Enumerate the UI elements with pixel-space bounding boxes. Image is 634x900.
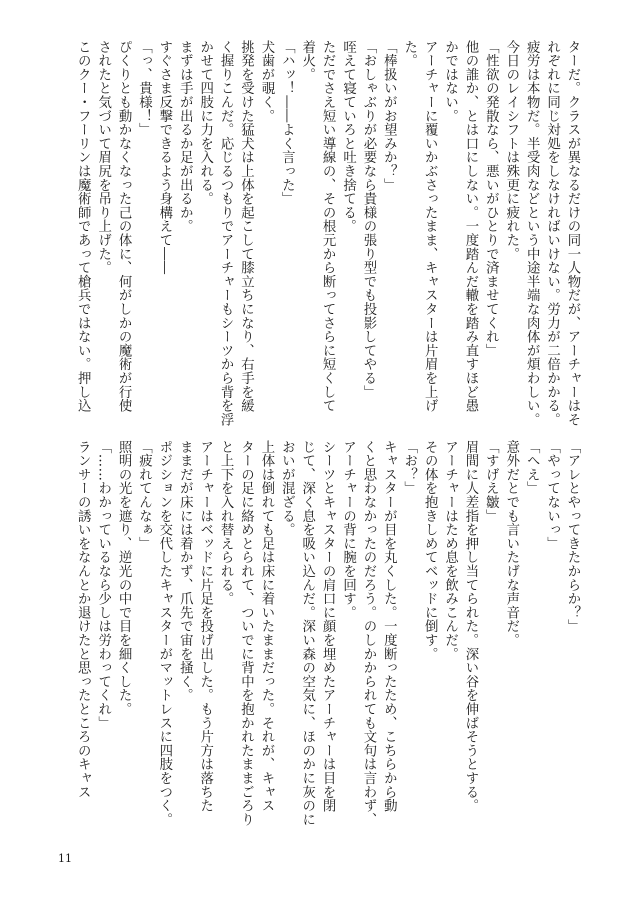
text-line: まずは手が出るか足が出るか。 (177, 40, 193, 234)
text-line: 「疲れてんなぁ」 (136, 440, 152, 551)
text-line: キャスターが目を丸くした。一度断ったため、こちらから動 (381, 440, 397, 813)
text-line: くと思わなかったのだろう。のしかかられても文句は言わず、 (360, 440, 376, 827)
text-line: かせて四肢に力を入れる。 (197, 40, 213, 206)
text-line: このクー・フーリンは魔術師であって槍兵ではない。押し込 (75, 40, 91, 413)
text-line: 「おしゃぶりが必要なら貴様の張り型でも投影してやる」 (360, 40, 376, 399)
text-line: アーチャーに覆いかぶさったまま、キャスターは片眉を上げ (422, 40, 438, 413)
text-line: ランサーの誘いをなんとか退けたと思ったところのキャス (75, 440, 91, 799)
text-line: かではない。 (442, 40, 458, 123)
text-block-top (62, 40, 582, 427)
text-line: 咥えて寝ていろと吐き捨てる。 (340, 40, 356, 234)
text-line: されたと気づいて眉尻を吊り上げた。 (95, 40, 111, 275)
text-line: アーチャーはため息を飲みこんだ。 (442, 440, 458, 661)
text-line: すぐさま反撃できるよう身構えて―― (156, 40, 172, 275)
text-line: た。 (401, 40, 417, 68)
text-line: く握りこんだ。応じるつもりでアーチャーもシーツから背を浮 (218, 40, 234, 427)
text-line: ターの足に絡めとられて、ついでに背中を抱かれたままごろり (238, 440, 254, 827)
text-line: その体を抱きしめてベッドに倒す。 (422, 440, 438, 661)
text-line: 「棒扱いがお望みか？」 (381, 40, 397, 192)
text-line: 「……わかっているなら少しは労わってくれ」 (95, 440, 111, 730)
text-line: 「すげえ皺」 (483, 440, 499, 523)
text-line: おいが混ざる。 (279, 440, 295, 537)
text-line: 眉間に人差指を押し当てられた。深い谷を伸ばそうとする。 (462, 440, 478, 813)
text-line: 疲労は本物だ。半受肉などという中途半端な肉体が煩わしい。 (524, 40, 540, 427)
text-line: 「っ、貴様！」 (136, 40, 152, 137)
text-line: 照明の光を遮り、逆光の中で目を細くした。 (116, 440, 132, 716)
text-line: れぞれに同じ対処をしなければいけない。労力が二倍かかる。 (544, 40, 560, 427)
text-line: ぴくりとも動かなくなった己の体に、何がしかの魔術が行使 (116, 40, 132, 413)
text-line: 「ハッ！――よく言った」 (279, 40, 295, 206)
text-line: 今日のレイシフトは殊更に疲れた。 (503, 40, 519, 261)
page-number: 11 (58, 852, 72, 865)
text-line: 他の誰か、とは口にしない。一度踏んだ轍を踏み直すほど愚 (462, 40, 478, 413)
text-line: ままだが床には着かず、爪先で宙を掻く。 (177, 440, 193, 703)
text-line: 上体は倒れても足は床に着いたままだった。それが、キャス (258, 440, 274, 813)
text-line: 意外だとでも言いたげな声音だ。 (503, 440, 519, 647)
text-line: 犬歯が覗く。 (258, 40, 274, 123)
text-line: 「性欲の発散なら、悪いがひとりで済ませてくれ」 (483, 40, 499, 358)
text-line: と上下を入れ替えられる。 (218, 440, 234, 606)
text-line: じて、深く息を吸い込んだ。深い森の空気に、ほのかに灰のに (299, 440, 315, 827)
text-line: シーツとキャスターの肩口に顔を埋めたアーチャーは目を閉 (320, 440, 336, 813)
text-line: 「やってないっ」 (544, 440, 560, 551)
text-line: 着火。 (299, 40, 315, 82)
text-line: ターだ。クラスが異なるだけの同一人物だが、アーチャーはそ (565, 40, 580, 427)
text-line: ポジションを交代したキャスターがマットレスに四肢をつく。 (156, 440, 172, 827)
text-block-bottom (62, 440, 582, 827)
text-line: アーチャーはベッドに片足を投げ出した。もう片方は落ちた (197, 440, 213, 813)
text-line: ただでさえ短い導線の、その根元から断ってさらに短くして (320, 40, 336, 413)
text-line: アーチャーの背に腕を回す。 (340, 440, 356, 620)
text-line: 「へえ」 (524, 440, 540, 496)
text-line: 「アレとやってきたからか？」 (565, 440, 580, 634)
text-line: 挑発を受けた猛犬は上体を起こして膝立ちになり、右手を緩 (238, 40, 254, 413)
text-line: 「お？」 (401, 440, 417, 496)
